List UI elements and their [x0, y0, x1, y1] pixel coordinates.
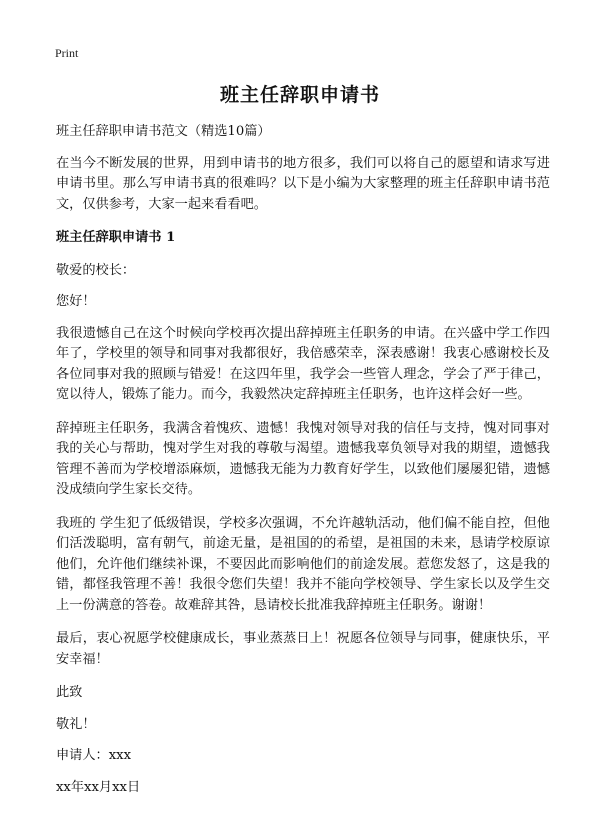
salutation: 敬爱的校长：: [56, 262, 136, 278]
body-paragraph-4: 最后，衷心祝愿学校健康成长，事业蒸蒸日上！祝愿各位领导与同事，健康快乐，平安幸福！: [56, 631, 550, 667]
applicant-signature: 申请人：xxx: [56, 748, 132, 763]
print-label: Print: [55, 46, 79, 60]
greeting: 您好！: [56, 294, 96, 309]
document-subtitle: 班主任辞职申请书范文（精选10篇）: [56, 124, 271, 139]
body-paragraph-2: 辞掉班主任职务，我满含着愧疚、遗憾！我愧对领导对我的信任与支持，愧对同事对我的关心与帮助，愧对学生对我的尊敬与渴望。遗憾我辜负领导对我的期望，遗憾我管理不善而为学校增添麻烦，遗憾我无能为力教育好学生，以致他们屡屡犯错，遗憾没成绩向学生家长交待。: [56, 420, 550, 497]
intro-paragraph: 在当今不断发展的世界，用到申请书的地方很多，我们可以将自己的愿望和请求写进申请书里。那么写申请书真的很难吗？以下是小编为大家整理的班主任辞职申请书范文，仅供参考，大家一起来看看吧。: [56, 155, 550, 212]
body-paragraph-3: 我班的 学生犯了低级错误，学校多次强调，不允许越轨活动，他们偏不能自控，但他们活泼聪明，富有朝气，前途无量，是祖国的的希望，是祖国的未来，恳请学校原谅他们，允许他们继续补课，不要因此而影响他们的前途发展。惹您发怒了，这是我的错，都怪我管理不善！我很令您们失望！我并不能向学校领导、学生家长以及学生交上一份满意的答卷。故难辞其咎，恳请校长批准我辞掉班主任职务。谢谢！: [56, 515, 550, 613]
closing-line-2: 敬礼！: [56, 716, 96, 732]
page-title: 班主任辞职申请书: [219, 84, 380, 106]
closing-line-1: 此致: [56, 685, 83, 700]
section-heading: 班主任辞职申请书 1: [56, 230, 176, 245]
application-date: xx年xx月xx日: [56, 779, 141, 795]
body-paragraph-1: 我很遗憾自己在这个时候向学校再次提出辞掉班主任职务的申请。在兴盛中学工作四年了，学校里的领导和同事对我都很好，我倍感荣幸，深表感谢！我衷心感谢校长及各位同事对我的照顾与错爱！在这四年里，我学会一些管人理念，学会了严于律己，宽以待人，锻炼了能力。而今，我毅然决定辞掉班主任职务，也许这样会好一些。: [56, 325, 550, 402]
document-body: [56, 122, 550, 809]
